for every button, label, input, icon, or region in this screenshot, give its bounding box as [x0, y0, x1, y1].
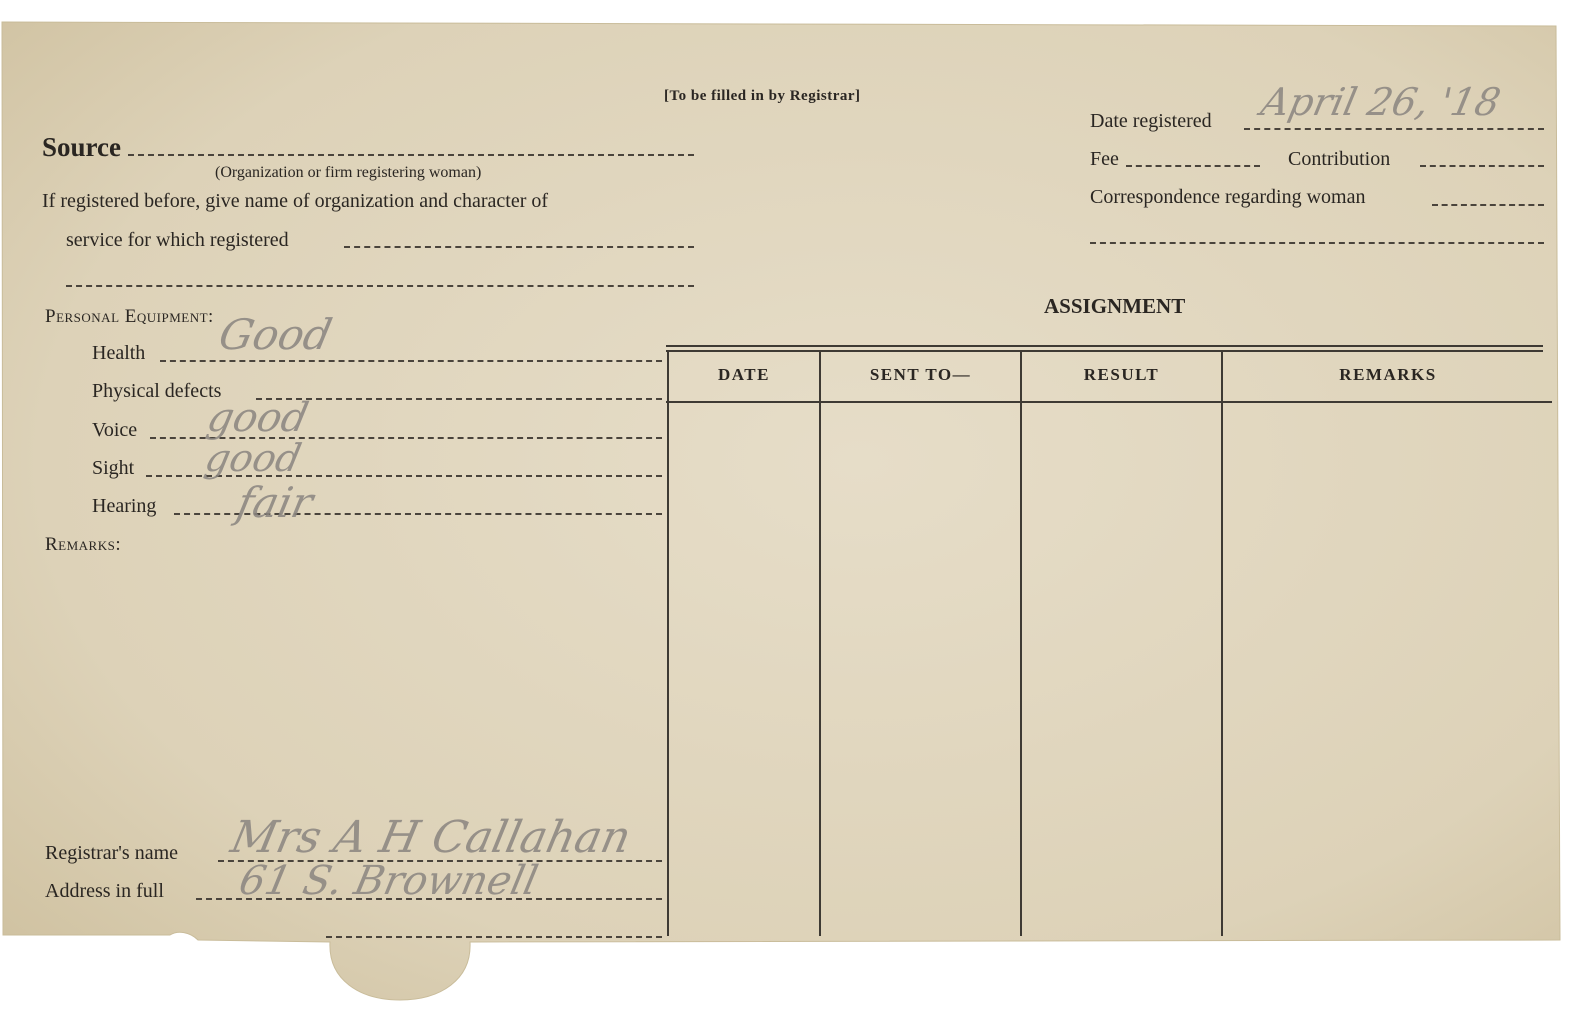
address-extra-line — [326, 936, 662, 938]
personal-equipment-heading: Personal Equipment: — [45, 306, 214, 327]
source-caption: (Organization or firm registering woman) — [215, 164, 482, 181]
physical-defects-line — [256, 398, 662, 400]
registered-service-line — [344, 246, 694, 248]
registered-before-text: If registered before, give name of organization and character of — [42, 190, 549, 212]
source-line — [128, 154, 694, 156]
column-header-sent-to: SENT TO— — [869, 365, 972, 384]
source-label: Source — [42, 132, 121, 162]
correspondence-extra-line — [1090, 242, 1544, 244]
table-top-rule-inner — [666, 350, 1543, 352]
remarks-heading: Remarks: — [45, 534, 122, 555]
sight-value: good — [201, 436, 306, 480]
table-left-border — [667, 350, 669, 936]
date-registered-line — [1244, 128, 1544, 130]
address-label: Address in full — [45, 880, 164, 902]
registrar-name-value: Mrs A H Callahan — [226, 812, 636, 863]
registered-service-text: service for which registered — [66, 229, 289, 251]
table-top-rule — [666, 345, 1543, 347]
fee-label: Fee — [1090, 148, 1119, 170]
registrar-name-label: Registrar's name — [45, 842, 179, 864]
voice-label: Voice — [92, 419, 138, 441]
registrar-instruction: [To be filled in by Registrar] — [664, 88, 861, 104]
physical-defects-label: Physical defects — [92, 380, 222, 402]
date-registered-value: April 26, '18 — [1257, 80, 1505, 124]
table-divider-2 — [1020, 350, 1022, 936]
health-label: Health — [92, 342, 146, 364]
address-value: 61 S. Brownell — [235, 858, 542, 904]
column-header-remarks: REMARKS — [1339, 365, 1437, 384]
contribution-label: Contribution — [1288, 148, 1391, 170]
column-header-result: RESULT — [1083, 365, 1160, 384]
table-header-rule — [666, 401, 1552, 403]
correspondence-line — [1432, 204, 1544, 206]
column-header-date: DATE — [718, 365, 770, 384]
voice-value: good — [203, 395, 313, 441]
hearing-label: Hearing — [92, 495, 157, 517]
sight-label: Sight — [92, 457, 135, 479]
health-value: Good — [214, 310, 337, 359]
table-divider-3 — [1221, 350, 1223, 936]
contribution-line — [1420, 165, 1544, 167]
registered-extra-line — [66, 285, 694, 287]
assignment-title: ASSIGNMENT — [1044, 294, 1186, 318]
hearing-value: fair — [232, 478, 318, 527]
date-registered-label: Date registered — [1090, 110, 1212, 132]
table-divider-1 — [819, 350, 821, 936]
fee-line — [1126, 165, 1260, 167]
health-line — [160, 360, 662, 362]
correspondence-label: Correspondence regarding woman — [1090, 186, 1366, 208]
